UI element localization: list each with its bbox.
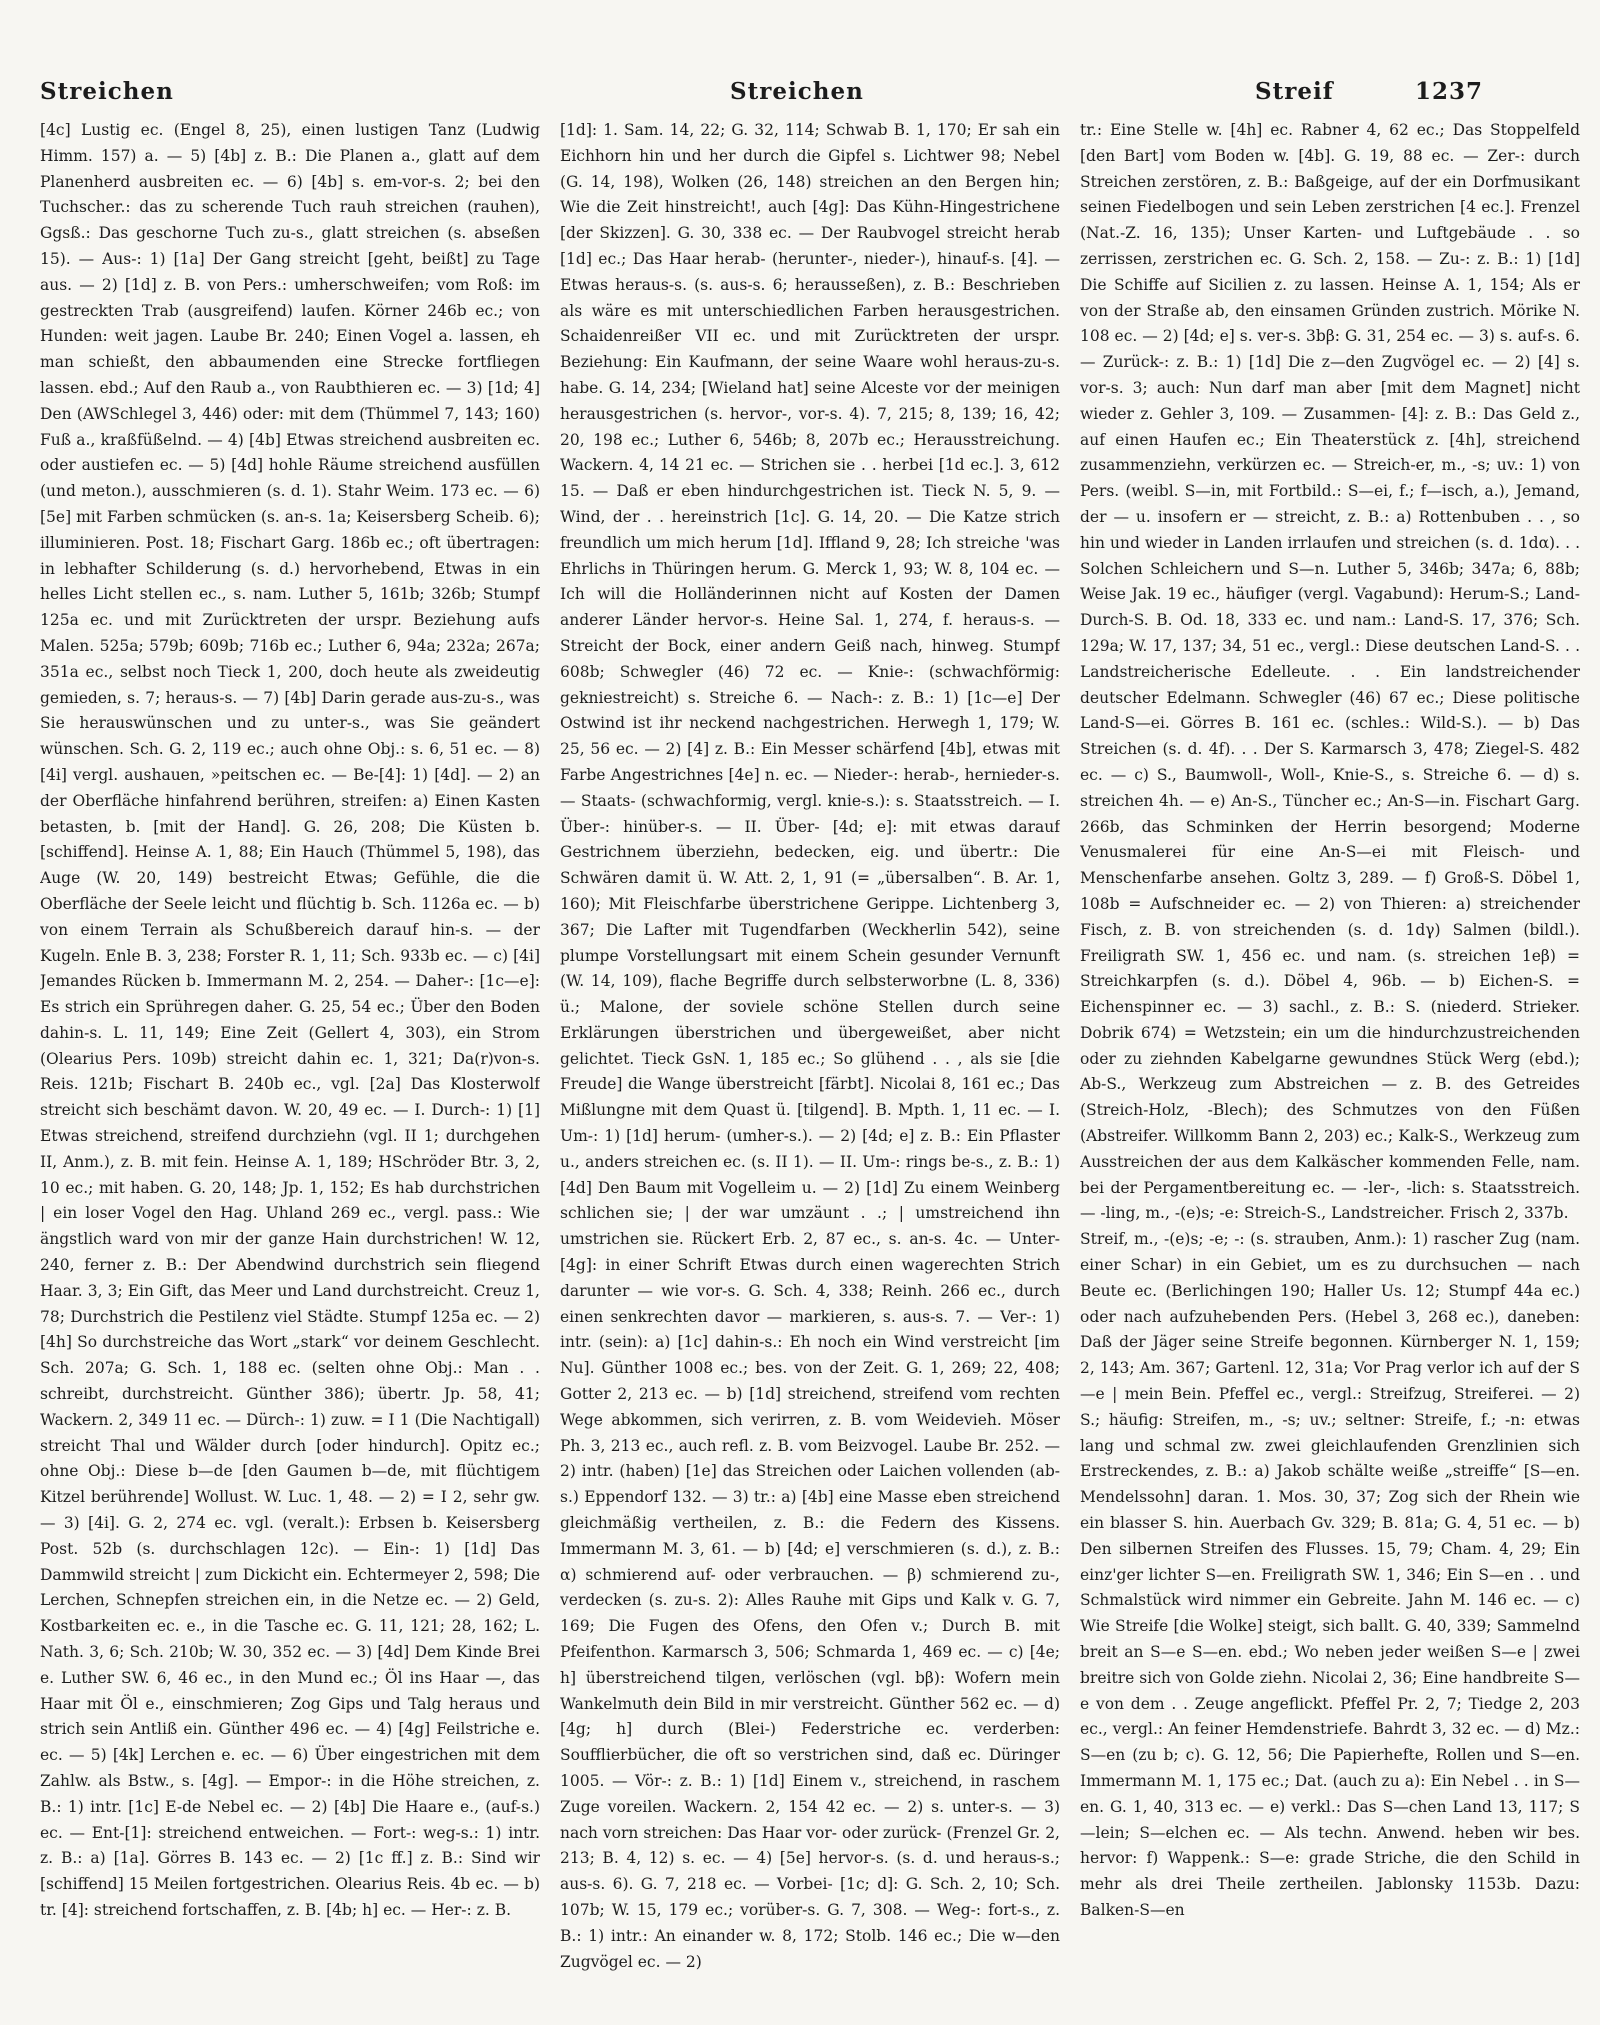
column-left-text: [4c] Lustig ec. (Engel 8, 25), einen lustigen Tanz (Ludwig Himm. 157) a. — 5) [4b] z. B.: Die Planen a., glatt auf dem Planenherd ausbreiten ec. — 6) [4b] s. em-vor-s. 2; bei den Tuchscher.: das zu scherende Tuch rauh streichen (rauhen), Ggsß.: Das geschorne Tuch zu-s., glatt streichen (s. abseßen 15). — Aus-: 1) [1a] Der Gang streicht [geht, beißt] zu Tage aus. — 2) [1d] z. B. von Pers.: umherschweifen; vom Roß: im gestreckten Trab (ausgreifend) laufen. Körner 246b ec.; von Hunden: weit jagen. Laube Br. 240; Einen Vogel a. lassen, eh man schießt, den abbaumenden eine Strecke fortfliegen lassen. ebd.; Auf den Raub a., von Raubthieren ec. — 3) [1d; 4] Den (AWSchlegel 3, 446) oder: mit dem (Thümmel 7, 143; 160) Fuß a., kraßfüßelnd. — 4) [4b] Etwas streichend ausbreiten ec. oder austiefen ec. — 5) [4d] hohle Räume streichend ausfüllen (und meton.), ausschmieren (s. d. 1). Stahr Weim. 173 ec. — 6) [5e] mit Farben schmücken (s. an-s. 1a; Keisersberg Scheib. 6); illuminieren. Post. 18; Fischart Garg. 186b ec.; oft übertragen: in lebhafter Schilderung (s. d.) hervorhebend, Etwas in ein helles Licht stellen ec., s. nam. Luther 5, 161b; 326b; Stumpf 125a ec. und mit Zurücktreten der urspr. Beziehung aufs Malen. 525a; 579b; 609b; 716b ec.; Luther 6, 94a; 232a; 267a; 351a ec., selbst noch Tieck 1, 200, doch heute als zweideutig gemieden, s. 7; heraus-s. — 7) [4b] Darin gerade aus-zu-s., was Sie herauswünschen und zu unter-s., was Sie geändert wünschen. Sch. G. 2, 119 ec.; auch ohne Obj.: s. 6, 51 ec. — 8) [4i] vergl. aushauen, »peitschen ec. — Be-[4]: 1) [4d]. — 2) an der Oberfläche hinfahrend berühren, streifen: a) Einen Kasten betasten, b. [mit der Hand]. G. 26, 208; Die Küsten b. [schiffend]. Heinse A. 1, 88; Ein Hauch (Thümmel 5, 198), das Auge (W. 20, 149) bestreicht Etwas; Gefühle, die die Oberfläche der Seele leicht und flüchtig b. Sch. 1126a ec. — b) von einem Terrain als Schußbereich darauf hin-s. — der Kugeln. Enle B. 3, 238; Forster R. 1, 11; Sch. 933b ec. — c) [4i] Jemandes Rücken b. Immermann M. 2, 254. — Daher-: [1c—e]: Es strich ein Sprühregen daher. G. 25, 54 ec.; Über den Boden dahin-s. L. 11, 149; Eine Zeit (Gellert 4, 303), ein Strom (Olearius Pers. 109b) streicht dahin ec. 1, 321; Da(r)von-s. Reis. 121b; Fischart B. 240b ec., vgl. [2a] Das Klosterwolf streicht sich beschämt davon. W. 20, 49 ec. — I. Durch-: 1) [1] Etwas streichend, streifend durchziehn (vgl. II 1; durchgehen II, Anm.), z. B. mit fein. Heinse A. 1, 189; HSchröder Btr. 3, 2, 10 ec.; mit haben. G. 20, 148; Jp. 1, 152; Es hab durchstrichen | ein loser Vogel den Hag. Uhland 269 ec., vergl. pass.: Wie ängstlich ward von mir der ganze Hain durchstrichen! W. 12, 240, ferner z. B.: Der Abendwind durchstrich sein fliegend Haar. 3, 3; Ein Gift, das Meer und Land durchstreicht. Creuz 1, 78; Durchstrich die Pestilenz viel Städte. Stumpf 125a ec. — 2) [4h] So durchstreiche das Wort „stark“ vor deinem Geschlecht. Sch. 207a; G. Sch. 1, 188 ec. (selten ohne Obj.: Man . . schreibt, durchstreicht. Günther 386); übertr. Jp. 58, 41; Wackern. 2, 349 11 ec. — Dürch-: 1) zuw. = I 1 (Die Nachtigall) streicht Thal und Wälder durch [oder hindurch]. Opitz ec.; ohne Obj.: Diese b—de [den Gaumen b—de, mit flüchtigem Kitzel berührende] Wollust. W. Luc. 1, 48. — 2) = I 2, sehr gw. — 3) [4i]. G. 2, 274 ec. vgl. (veralt.): Erbsen b. Keisersberg Post. 52b (s. durchschlagen 12c). — Ein-: 1) [1d] Das Dammwild streicht | zum Dickicht ein. Echtermeyer 2, 598; Die Lerchen, Schnepfen streichen ein, in die Netze ec. — 2) Geld, Kostbarkeiten ec. e., in die Tasche ec. G. 11, 121; 28, 162; L. Nath. 3, 6; Sch. 210b; W. 30, 352 ec. — 3) [4d] Dem Kinde Brei e. Luther SW. 6, 46 ec., in den Mund ec.; Öl ins Haar —, das Haar mit Öl e., einschmieren; Zog Gips und Talg heraus und strich sein Antliß ein. Günther 496 ec. — 4) [4g] Feilstriche e. ec. — 5) [4k] Lerchen e. ec. — 6) Über eingestrichen mit dem Zahlw. als Bstw., s. [4g]. — Empor-: in die Höhe streichen, z. B.: 1) intr. [1c] E-de Nebel ec. — 2) [4b] Die Haare e., (auf-s.) ec. — Ent-[1]: streichend entweichen. — Fort-: weg-s.: 1) intr. z. B.: a) [1a]. Görres B. 143 ec. — 2) [1c ff.] z. B.: Sind wir [schiffend] 15 Meilen fortgestrichen. Olearius Reis. 4b ec. — b) tr. [4]: streichend fortschaffen, z. B. [4b; h] ec. — Her-: z. B.: [40, 121, 540, 1919]
running-head: [40, 78, 1580, 118]
page-number: 1237: [1415, 78, 1484, 105]
header-center-word: Streichen: [730, 78, 864, 105]
column-left: [40, 118, 540, 2008]
header-left-word: Streichen: [40, 78, 174, 105]
column-right-entry-streicher: tr.: Eine Stelle w. [4h] ec. Rabner 4, 62 ec.; Das Stoppelfeld [den Bart] vom Boden w. [4b]. G. 19, 88 ec. — Zer-: durch Streichen zerstören, z. B.: Baßgeige, auf der ein Dorfmusikant seinen Fiedelbogen und sein Leben zerstrichen [4 ec.]. Frenzel (Nat.-Z. 16, 135); Unser Karten- und Luftgebäude . . so zerrissen, zerstrichen ec. G. Sch. 2, 158. — Zu-: z. B.: 1) [1d] Die Schiffe auf Sicilien z. zu lassen. Heinse A. 1, 154; Als er von der Straße ab, den einsamen Gründen zustrich. Mörike N. 108 ec. — 2) [4d; e] s. ver-s. 3bβ: G. 31, 254 ec. — 3) s. auf-s. 6. — Zurück-: z. B.: 1) [1d] Die z—den Zugvögel ec. — 2) [4] s. vor-s. 3; auch: Nun darf man aber [mit dem Magnet] nicht wieder z. Gehler 3, 109. — Zusammen- [4]: z. B.: Das Geld z., auf einen Haufen ec.; Ein Theaterstück z. [4h], streichend zusammenziehn, verkürzen ec. — Streich-er, m., -s; uv.: 1) von Pers. (weibl. S—in, mit Fortbild.: S—ei, f.; f—isch, a.), Jemand, der — u. insofern er — streicht, z. B.: a) Rottenbuben . . , so hin und wieder in Landen irrlaufen und streichen (s. d. 1dα). . . Solchen Schleichern und S—n. Luther 5, 346b; 347a; 6, 88b; Weise Jak. 19 ec., häufiger (vergl. Vagabund): Herum-S.; Land-Durch-S. B. Od. 18, 333 ec. und nam.: Land-S. 17, 376; Sch. 129a; W. 17, 137; 34, 51 ec., vergl.: Diese deutschen Land-S. . . Landstreicherische Edelleute. . . Ein landstreichender deutscher Edelmann. Schwegler (46) 67 ec.; Diese politische Land-S—ei. Görres B. 161 ec. (schles.: Wild-S.). — b) Das Streichen (s. d. 4f). . . Der S. Karmarsch 3, 478; Ziegel-S. 482 ec. — c) S., Baumwoll-, Woll-, Knie-S., s. Streiche 6. — d) s. streichen 4h. — e) An-S., Tüncher ec.; An-S—in. Fischart Garg. 266b, das Schminken der Herrin besorgend; Moderne Venusmalerei für eine An-S—ei mit Fleisch- und Menschenfarbe ansehen. Goltz 3, 289. — f) Groß-S. Döbel 1, 108b = Aufschneider ec. — 2) von Thieren: a) streichender Fisch, z. B. von streichenden (s. d. 1dγ) Salmen (bildl.). Freiligrath SW. 1, 456 ec. und nam. (s. streichen 1eβ) = Streichkarpfen (s. d.). Döbel 4, 96b. — b) Eichen-S. = Eichenspinner ec. — 3) sachl., z. B.: S. (niederd. Strieker. Dobrik 674) = Wetzstein; ein um die hindurchzustreichenden oder zu ziehnden Kabelgarne gewundnes Stück Werg (ebd.); Ab-S., Werkzeug zum Abstreichen — z. B. des Getreides (Streich-Holz, -Blech); des Schmutzes von den Füßen (Abstreifer. Willkomm Bann 2, 203) ec.; Kalk-S., Werkzeug zum Ausstreichen der aus dem Kalkäscher kommenden Felle, nam. bei der Pergamentbereitung ec. — -ler-, -lich: s. Staatsstreich. — -ling, m., -(e)s; -e: Streich-S., Landstreicher. Frisch 2, 337b.: [1080, 121, 1580, 1223]
header-right-word: Streif: [1255, 78, 1334, 105]
column-middle-text: [1d]: 1. Sam. 14, 22; G. 32, 114; Schwab B. 1, 170; Er sah ein Eichhorn hin und her durch die Gipfel s. Lichtwer 98; Nebel (G. 14, 198), Wolken (26, 148) streichen an den Bergen hin; Wie die Zeit hinstreicht!, auch [4g]: Das Kühn-Hingestrichene [der Skizzen]. G. 30, 338 ec. — Der Raubvogel streicht herab [1d] ec.; Das Haar herab- (herunter-, nieder-), hinauf-s. [4]. — Etwas heraus-s. (s. aus-s. 6; herausseßen), z. B.: Beschrieben als wäre es mit unterschiedlichen Farben herausgestrichen. Schaidenreißer VII ec. und mit Zurücktreten der urspr. Beziehung: Ein Kaufmann, der seine Waare wohl heraus-zu-s. habe. G. 14, 234; [Wieland hat] seine Alceste vor der meinigen herausgestrichen (s. hervor-, vor-s. 4). 7, 215; 8, 139; 16, 42; 20, 198 ec.; Luther 6, 546b; 8, 207b ec.; Herausstreichung. Wackern. 4, 14 21 ec. — Strichen sie . . herbei [1d ec.]. 3, 612 15. — Daß er eben hindurchgestrichen ist. Tieck N. 5, 9. — Wind, der . . hereinstrich [1c]. G. 14, 20. — Die Katze strich freundlich um mich herum [1d]. Iffland 9, 28; Ich streiche 'was Ehrlichs in Thüringen herum. G. Merck 1, 93; W. 8, 104 ec. — Ich will die Holländerinnen nicht auf Kosten der Damen anderer Länder hervor-s. Heine Sal. 1, 274, f. heraus-s. — Streicht der Bock, einer andern Geiß nach, hinweg. Stumpf 608b; Schwegler (46) 72 ec. — Knie-: (schwachförmig: gekniestreicht) s. Streiche 6. — Nach-: z. B.: 1) [1c—e] Der Ostwind ist ihr neckend nachgestrichen. Herwegh 1, 179; W. 25, 56 ec. — 2) [4] z. B.: Ein Messer schärfend [4b], etwas mit Farbe Angestrichnes [4e] n. ec. — Nieder-: herab-, hernieder-s. — Staats- (schwachformig, vergl. knie-s.): s. Staatsstreich. — I. Über-: hinüber-s. — II. Über- [4d; e]: mit etwas darauf Gestrichnem überziehn, bedecken, eig. und übertr.: Die Schwären damit ü. W. Att. 2, 1, 91 (= „übersalben“. B. Ar. 1, 160); Mit Fleischfarbe überstrichene Gerippe. Lichtenberg 3, 367; Die Lafter mit Tugendfarben (Weckherlin 542), seine plumpe Vorstellungsart mit einem Schein gesunder Vernunft (W. 14, 109), flache Begriffe durch selbsterworbne (L. 8, 336) ü.; Malone, der soviele schöne Stellen durch seine Erklärungen überstrichen und übergeweißet, aber nicht gelichtet. Tieck GsN. 1, 185 ec.; So glühend . . , als sie [die Freude] die Wange überstreicht [färbt]. Nicolai 8, 161 ec.; Das Mißlungne mit dem Quast ü. [tilgend]. B. Mpth. 1, 11 ec. — I. Um-: 1) [1d] herum- (umher-s.). — 2) [4d; e] z. B.: Ein Pflaster u., anders streichen ec. (s. II 1). — II. Um-: rings be-s., z. B.: 1) [4d] Den Baum mit Vogelleim u. — 2) [1d] Zu einem Weinberg schlichen sie; | der war umzäunt . .; | umstreichend ihn umstrichen sie. Rückert Erb. 2, 87 ec., s. an-s. 4c. — Unter- [4g]: in einer Schrift Etwas durch einen wagerechten Strich darunter — wie vor-s. G. Sch. 4, 338; Reinh. 266 ec., durch einen senkrechten davor — markieren, s. aus-s. 7. — Ver-: 1) intr. (sein): a) [1c] dahin-s.: Eh noch ein Wind verstreicht [im Nu]. Günther 1008 ec.; bes. von der Zeit. G. 1, 269; 22, 408; Gotter 2, 213 ec. — b) [1d] streichend, streifend vom rechten Wege abkommen, sich verirren, z. B. vom Weidevieh. Möser Ph. 3, 213 ec., auch refl. z. B. vom Beizvogel. Laube Br. 252. — 2) intr. (haben) [1e] das Streichen oder Laichen vollenden (ab-s.) Eppendorf 132. — 3) tr.: a) [4b] eine Masse eben streichend gleichmäßig vertheilen, z. B.: die Federn des Kissens. Immermann M. 3, 61. — b) [4d; e] verschmieren (s. d.), z. B.: α) schmierend auf- oder verbrauchen. — β) schmierend zu-, verdecken (s. zu-s. 2): Alles Rauhe mit Gips und Kalk v. G. 7, 169; Die Fugen des Ofens, den Ofen v.; Durch B. mit Pfeifenthon. Karmarsch 3, 506; Schmarda 1, 469 ec. — c) [4e; h] überstreichend tilgen, verlöschen (vgl. bβ): Wofern mein Wankelmuth dein Bild in mir verstreicht. Günther 562 ec. — d) [4g; h] durch (Blei-) Federstriche ec. verderben: Soufflierbücher, die oft so verstrichen sind, daß ec. Düringer 1005. — Vör-: z. B.: 1) [1d] Einem v., streichend, in raschem Zuge voreilen. Wackern. 2, 154 42 ec. — 2) s. unter-s. — 3) nach vorn streichen: Das Haar vor- oder zurück- (Frenzel Gr. 2, 213; B. 4, 12) s. ec. — 4) [5e] hervor-s. (s. d. und heraus-s.; aus-s. 6). G. 7, 218 ec. — Vorbei- [1c; d]: G. Sch. 2, 10; Sch. 107b; W. 15, 179 ec.; vorüber-s. G. 7, 308. — Weg-: fort-s., z. B.: 1) intr.: An einander w. 8, 172; Stolb. 146 ec.; Die w—den Zugvögel ec. — 2): [560, 121, 1060, 1971]
column-right: [1080, 118, 1580, 2008]
column-middle: [560, 118, 1060, 2008]
text-columns: [40, 118, 1580, 2008]
column-right-entry-streif: Streif, m., -(e)s; -e; -: (s. strauben, Anm.): 1) rascher Zug (nam. einer Schar) in ein Gebiet, um es zu durchsuchen — nach Beute ec. (Berlichingen 190; Haller Us. 12; Stumpf 44a ec.) oder nach aufzuhebenden Pers. (Hebel 3, 268 ec.), daneben: Daß der Jäger seine Streife begonnen. Kürnberger N. 1, 159; 2, 143; Am. 367; Gartenl. 12, 31a; Vor Prag verlor ich auf der S—e | mein Bein. Pfeffel ec., vergl.: Streifzug, Streiferei. — 2) S.; häufig: Streifen, m., -s; uv.; seltner: Streife, f.; -n: etwas lang und schmal zw. zwei gleichlaufenden Grenzlinien sich Erstreckendes, z. B.: a) Jakob schälte weiße „streiffe“ [S—en. Mendelssohn] daran. 1. Mos. 30, 37; Zog sich der Rhein wie ein blasser S. hin. Auerbach Gv. 329; B. 81a; G. 4, 51 ec. — b) Den silbernen Streifen des Flusses. 15, 79; Cham. 4, 29; Ein einz'ger lichter S—en. Freiligrath SW. 1, 346; Ein S—en . . und Schmalstück wird nimmer ein Gebreite. Jahn M. 146 ec. — c) Wie Streife [die Wolke] steigt, sich ballt. G. 40, 339; Sammelnd breit an S—e S—en. ebd.; Wo neben jeder weißen S—e | zwei breitre sich von Golde ziehn. Nicolai 2, 36; Eine handbreite S—e von dem . . Zeuge angeflickt. Pfeffel Pr. 2, 7; Tiedge 2, 203 ec., vergl.: An feiner Hemdenstriefe. Bahrdt 3, 32 ec. — d) Mz.: S—en (zu b; c). G. 12, 56; Die Papierhefte, Rollen und S—en. Immermann M. 1, 175 ec.; Dat. (auch zu a): Ein Nebel . . in S—en. G. 1, 40, 313 ec. — e) verkl.: Das S—chen Land 13, 117; S—lein; S—elchen ec. — Als techn. Anwend. heben wir bes. hervor: f) Wappenk.: S—e: grade Striche, die den Schild in mehr als drei Theile zertheilen. Jablonsky 1153b. Dazu: Balken-S—en: [1080, 1230, 1580, 1919]
